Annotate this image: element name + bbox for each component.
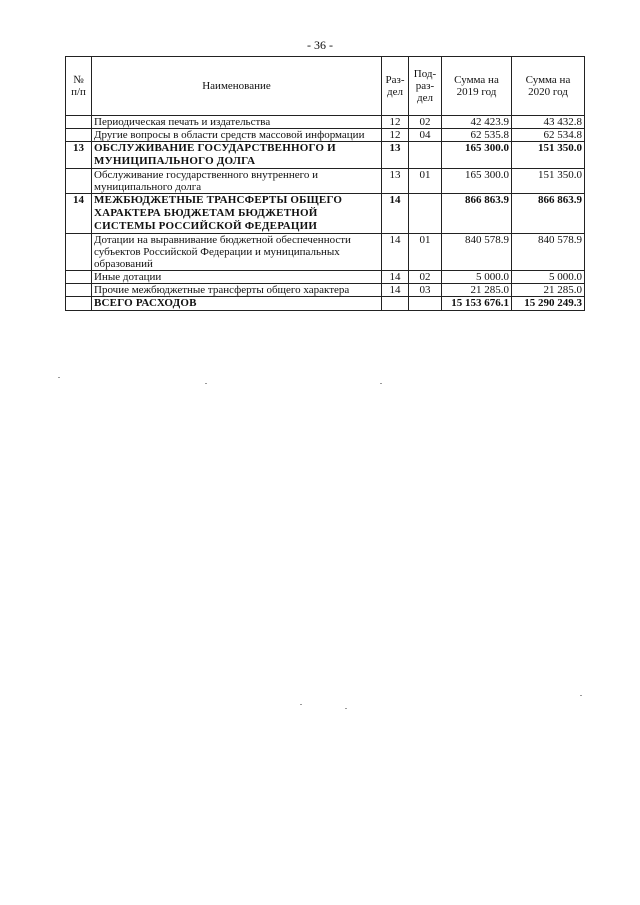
table-row [66,116,585,129]
page-number: - 36 - [307,38,333,52]
cell-name: Дотации на выравнивание бюджетной обеспеченности субъектов Российской Федерации и муниципальных образований [92,234,382,271]
cell-subsection: 02 [409,116,442,129]
cell-section [382,297,409,311]
cell-sum-2020: 15 290 249.3 [512,297,585,311]
cell-name: ВСЕГО РАСХОДОВ [92,297,382,311]
cell-sum-2020: 21 285.0 [512,284,585,297]
scan-speck [380,383,382,384]
scan-speck [205,383,207,384]
cell-number [66,284,92,297]
cell-subsection: 02 [409,271,442,284]
cell-sum-2019: 62 535.8 [442,129,512,142]
cell-sum-2019: 42 423.9 [442,116,512,129]
table-row [66,129,585,142]
cell-subsection: 03 [409,284,442,297]
cell-name: Обслуживание государственного внутреннего и муниципального долга [92,169,382,194]
table-row [66,284,585,297]
cell-section: 14 [382,234,409,271]
cell-sum-2020: 151 350.0 [512,169,585,194]
header-number: № п/п [66,57,92,116]
cell-name: Другие вопросы в области средств массовой информации [92,129,382,142]
table-row [66,142,585,169]
cell-section: 14 [382,284,409,297]
table-header-row [66,57,585,116]
header-name: Наименование [92,57,382,116]
table-row [66,194,585,234]
cell-number [66,116,92,129]
table-row [66,297,585,311]
scan-speck [58,377,60,378]
cell-number [66,297,92,311]
header-sum-2020: Сумма на 2020 год [512,57,585,116]
cell-sum-2020: 840 578.9 [512,234,585,271]
header-section: Раз- дел [382,57,409,116]
cell-sum-2020: 866 863.9 [512,194,585,234]
cell-sum-2019: 21 285.0 [442,284,512,297]
cell-subsection [409,297,442,311]
cell-number [66,129,92,142]
cell-number: 13 [66,142,92,169]
cell-name: Иные дотации [92,271,382,284]
cell-number: 14 [66,194,92,234]
cell-section: 14 [382,271,409,284]
cell-section: 13 [382,142,409,169]
table-row [66,169,585,194]
cell-name: Прочие межбюджетные трансферты общего характера [92,284,382,297]
scan-speck [345,708,347,709]
table-row [66,234,585,271]
scan-speck [580,695,582,696]
cell-subsection [409,142,442,169]
cell-name: ОБСЛУЖИВАНИЕ ГОСУДАРСТВЕННОГО И МУНИЦИПАЛЬНОГО ДОЛГА [92,142,382,169]
cell-name: МЕЖБЮДЖЕТНЫЕ ТРАНСФЕРТЫ ОБЩЕГО ХАРАКТЕРА БЮДЖЕТАМ БЮДЖЕТНОЙ СИСТЕМЫ РОССИЙСКОЙ ФЕДЕРАЦИИ [92,194,382,234]
cell-subsection: 04 [409,129,442,142]
table-row [66,271,585,284]
header-sum-2019: Сумма на 2019 год [442,57,512,116]
cell-subsection: 01 [409,169,442,194]
budget-table [65,56,585,311]
cell-sum-2020: 62 534.8 [512,129,585,142]
cell-name: Периодическая печать и издательства [92,116,382,129]
cell-section: 12 [382,129,409,142]
cell-sum-2019: 165 300.0 [442,142,512,169]
cell-sum-2020: 151 350.0 [512,142,585,169]
cell-sum-2019: 840 578.9 [442,234,512,271]
cell-sum-2019: 866 863.9 [442,194,512,234]
header-subsection: Под- раз- дел [409,57,442,116]
cell-section: 14 [382,194,409,234]
cell-sum-2019: 15 153 676.1 [442,297,512,311]
cell-section: 13 [382,169,409,194]
scan-speck [300,704,302,705]
cell-section: 12 [382,116,409,129]
cell-number [66,169,92,194]
table-body [66,116,585,311]
cell-sum-2020: 43 432.8 [512,116,585,129]
cell-sum-2019: 165 300.0 [442,169,512,194]
cell-subsection: 01 [409,234,442,271]
cell-number [66,271,92,284]
cell-number [66,234,92,271]
cell-sum-2019: 5 000.0 [442,271,512,284]
cell-sum-2020: 5 000.0 [512,271,585,284]
cell-subsection [409,194,442,234]
